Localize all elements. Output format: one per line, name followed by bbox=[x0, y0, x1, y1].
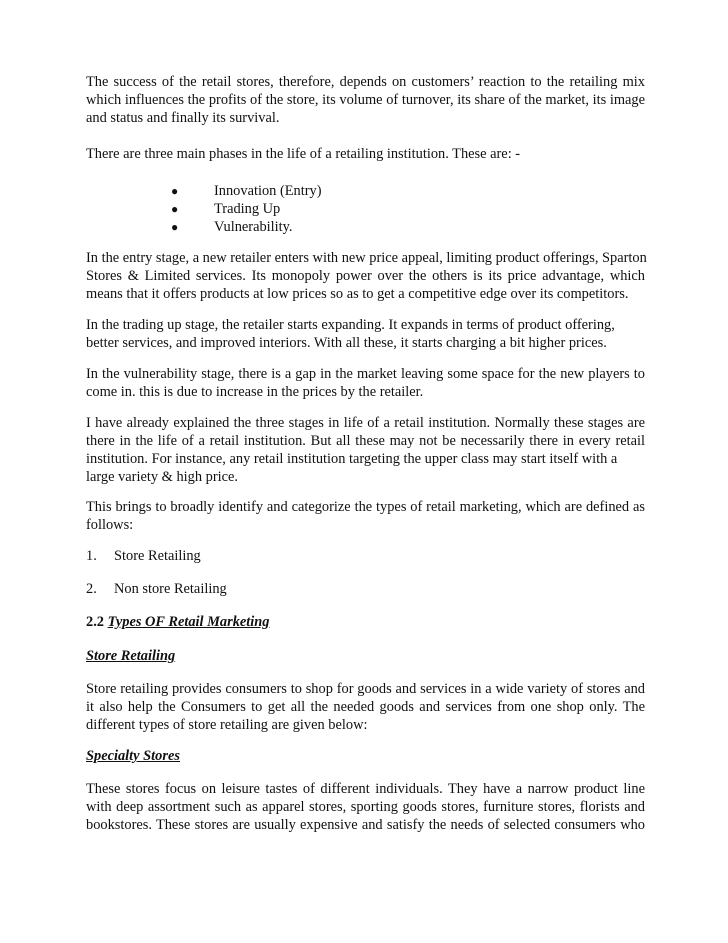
paragraph-line: In the trading up stage, the retailer starts expanding. It expands in terms of product offering, bbox=[86, 317, 615, 333]
paragraph-line: different types of store retailing are given below: bbox=[86, 717, 368, 733]
section-number: 2.2 bbox=[86, 614, 104, 630]
phase-item: Trading Up bbox=[214, 201, 281, 217]
paragraph-line: with deep assortment such as apparel stores, sporting goods stores, furniture stores, florists and bbox=[86, 799, 645, 815]
subheading bbox=[86, 647, 175, 665]
paragraph-line: Store retailing provides consumers to shop for goods and services in a wide variety of stores and bbox=[86, 681, 645, 697]
paragraph-line: it also help the Consumers to get all the needed goods and services from one shop only. The bbox=[86, 699, 645, 715]
paragraph-line: This brings to broadly identify and categorize the types of retail marketing, which are defined as bbox=[86, 499, 645, 515]
paragraph-line: come in. this is due to increase in the prices by the retailer. bbox=[86, 384, 424, 400]
paragraph-line: There are three main phases in the life of a retailing institution. These are: - bbox=[86, 146, 521, 162]
subheading bbox=[86, 747, 180, 765]
bullet-marker: ● bbox=[171, 202, 179, 216]
section-title: Types OF Retail Marketing bbox=[107, 614, 270, 630]
bullet-marker: ● bbox=[171, 184, 179, 198]
paragraph-line: The success of the retail stores, therefore, depends on customers’ reaction to the retailing mix bbox=[86, 74, 645, 90]
paragraph-line: and status and finally its survival. bbox=[86, 110, 280, 126]
paragraph-line: These stores focus on leisure tastes of different individuals. They have a narrow product line bbox=[86, 781, 645, 797]
phase-item: Vulnerability. bbox=[214, 219, 293, 235]
paragraph-line: institution. For instance, any retail institution targeting the upper class may start itself with a bbox=[86, 451, 618, 467]
list-item: Store Retailing bbox=[114, 548, 201, 564]
paragraph-line: means that it offers products at low prices so as to get a competitive edge over its competitors. bbox=[86, 286, 629, 302]
store-retailing-heading: Store Retailing bbox=[86, 648, 176, 664]
paragraph-line: better services, and improved interiors. With all these, it starts charging a bit higher prices. bbox=[86, 335, 607, 351]
list-number: 1. bbox=[86, 548, 97, 564]
paragraph-line: bookstores. These stores are usually expensive and satisfy the needs of selected consumers who bbox=[86, 817, 645, 833]
paragraph-line: Stores & Limited services. Its monopoly power over the others is its price advantage, which bbox=[86, 268, 645, 284]
paragraph-line: In the entry stage, a new retailer enters with new price appeal, limiting product offerings, Sparton bbox=[86, 250, 647, 266]
list-item: Non store Retailing bbox=[114, 581, 227, 597]
phase-item: Innovation (Entry) bbox=[214, 183, 322, 199]
paragraph-line: large variety & high price. bbox=[86, 469, 238, 485]
bullet-marker: ● bbox=[171, 220, 179, 234]
paragraph-line: follows: bbox=[86, 517, 134, 533]
paragraph-line: there in the life of a retail institution. But all these may not be necessarily there in every retail bbox=[86, 433, 645, 449]
list-number: 2. bbox=[86, 581, 97, 597]
section-heading bbox=[86, 613, 270, 631]
paragraph-line: which influences the profits of the store, its volume of turnover, its share of the market, its image bbox=[86, 92, 645, 108]
paragraph-line: I have already explained the three stages in life of a retail institution. Normally these stages are bbox=[86, 415, 645, 431]
paragraph-line: In the vulnerability stage, there is a gap in the market leaving some space for the new players to bbox=[86, 366, 645, 382]
specialty-stores-heading: Specialty Stores bbox=[86, 748, 180, 764]
